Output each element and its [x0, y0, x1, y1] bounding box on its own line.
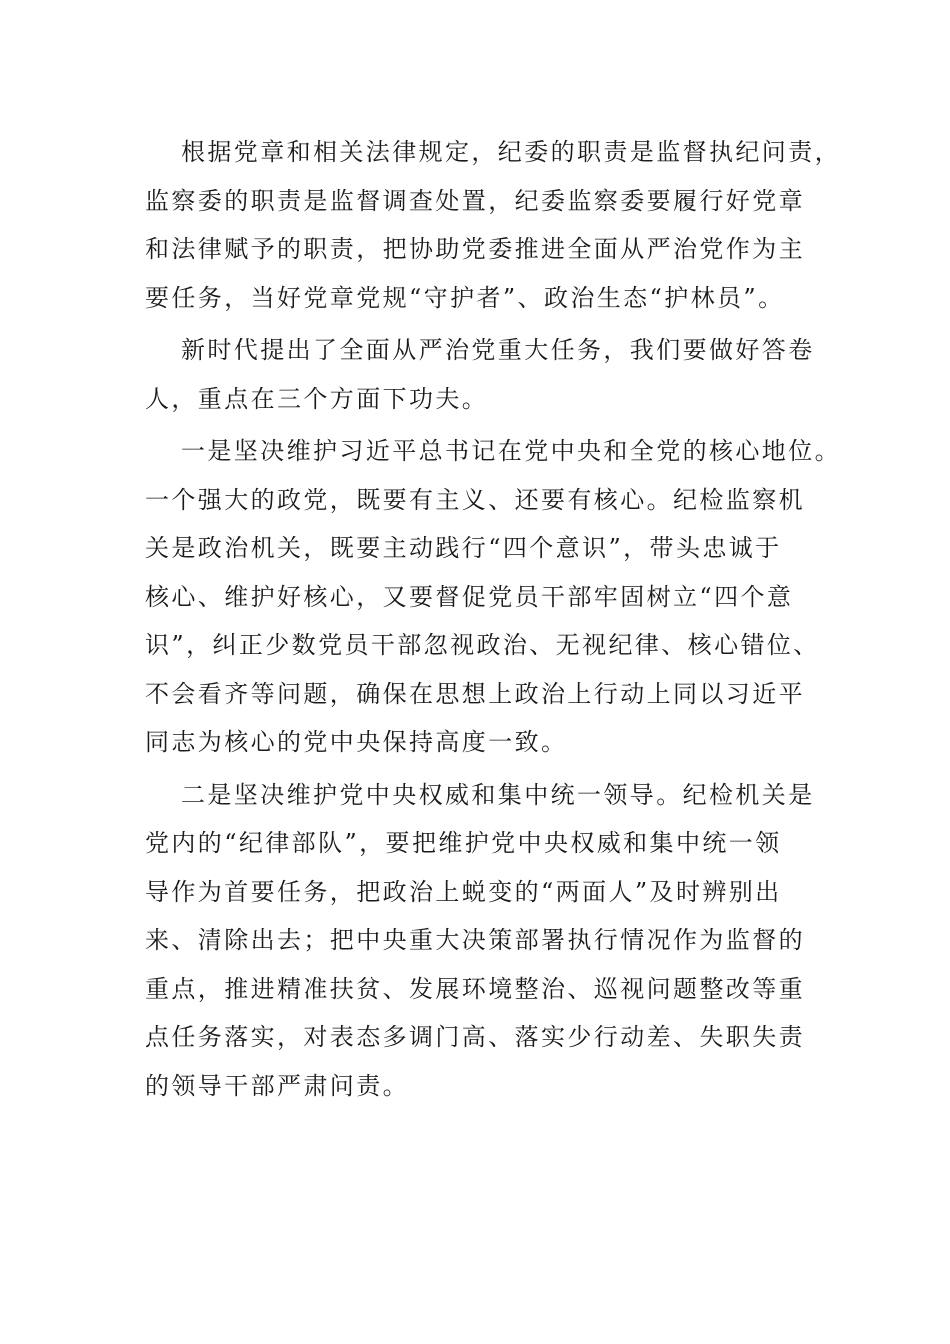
paragraph-4 [145, 771, 815, 1111]
text-line: 的领导干部严肃问责。 [145, 1071, 409, 1100]
paragraph-2 [145, 326, 815, 423]
text-line: 人，重点在三个方面下功夫。 [145, 384, 489, 413]
paragraph-3 [145, 427, 841, 767]
text-line: 和法律赋予的职责，把协助党委推进全面从严治党作为主 [145, 235, 805, 263]
text-line: 监察委的职责是监督调查处置，纪委监察委要履行好党章 [145, 186, 805, 215]
paragraph-1 [145, 128, 841, 322]
text-line: 新时代提出了全面从严治党重大任务，我们要做好答卷 [181, 336, 815, 364]
text-line: 核心、维护好核心，又要督促党员干部牢固树立“四个意 [145, 582, 794, 611]
text-line: 不会看齐等问题，确保在思想上政治上行动上同以习近平 [145, 679, 805, 708]
text-line: 一个强大的政党，既要有主义、还要有核心。纪检监察机 [145, 485, 805, 514]
text-line: 根据党章和相关法律规定，纪委的职责是监督执纪问责， [181, 138, 841, 166]
text-line: 要任务，当好党章党规“守护者”、政治生态“护林员”。 [145, 283, 785, 312]
text-line: 同志为核心的党中央保持高度一致。 [145, 728, 568, 756]
text-line: 来、清除出去；把中央重大决策部署执行情况作为监督的 [145, 926, 805, 954]
text-line: 点任务落实，对表态多调门高、落实少行动差、失职失责 [145, 1023, 805, 1051]
text-line: 二是坚决维护党中央权威和集中统一领导。纪检机关是 [181, 780, 815, 809]
text-line: 重点，推进精准扶贫、发展环境整治、巡视问题整改等重 [145, 974, 805, 1003]
text-line: 关是政治机关，既要主动践行“四个意识”，带头忠诚于 [145, 534, 782, 562]
document-body [145, 128, 841, 1114]
text-line: 一是坚决维护习近平总书记在党中央和全党的核心地位。 [181, 437, 841, 465]
text-line: 识”，纠正少数党员干部忽视政治、无视纪律、核心错位、 [145, 631, 820, 659]
text-line: 党内的“纪律部队”，要把维护党中央权威和集中统一领 [145, 829, 782, 857]
text-line: 导作为首要任务，把政治上蜕变的“两面人”及时辨别出 [145, 877, 782, 906]
